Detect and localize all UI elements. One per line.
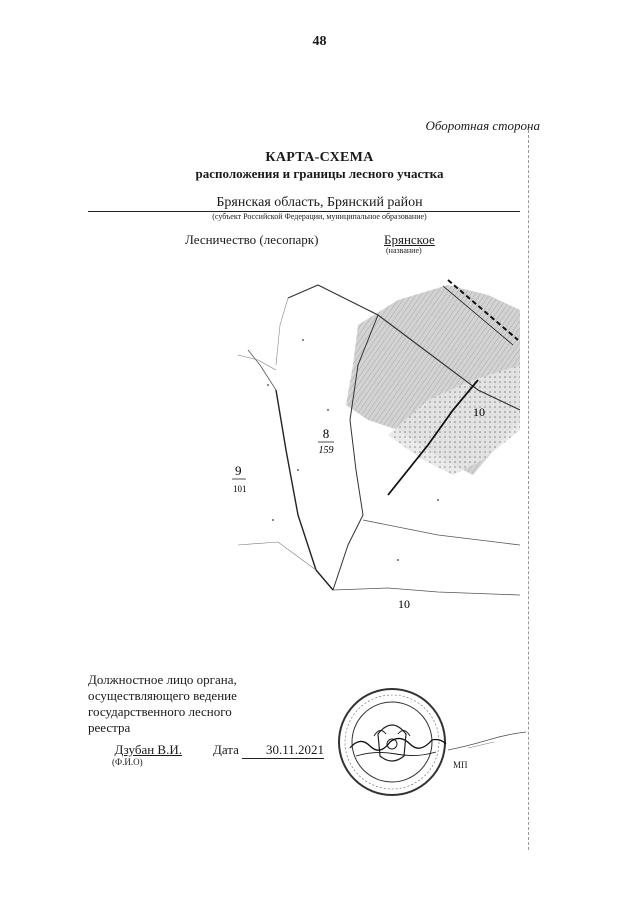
seal-place-label: МП (453, 760, 468, 770)
forestry-value: Брянское (384, 232, 435, 247)
region-caption: (субъект Российской Федерации, муниципальное образование) (212, 212, 427, 221)
plot-area: 159 (318, 445, 334, 456)
plot-number: 8 (322, 426, 330, 441)
forestry-label: Лесничество (лесопарк) (185, 232, 319, 247)
forest-plot-map (233, 270, 520, 615)
region-text: Брянская область, Брянский район (216, 195, 423, 210)
document-subtitle: расположения и границы лесного участка (195, 166, 444, 181)
plot-number: 10 (398, 597, 410, 611)
forestry-caption: (название) (386, 246, 422, 255)
official-position-text: Должностное лицо органа, осуществляющего ведение государственного лесного реестра (88, 672, 237, 735)
plot-number: 9 (235, 463, 242, 478)
date-label: Дата (213, 742, 239, 757)
official-name: Дзубан В.И. (114, 742, 182, 757)
date-value: 30.11.2021 (242, 742, 324, 759)
name-caption: (Ф.И.О) (112, 757, 143, 767)
document-title: КАРТА-СХЕМА (265, 150, 374, 165)
reverse-side-label: Оборотная сторона (425, 118, 540, 133)
official-seal-stamp (336, 686, 448, 798)
margin-line (528, 130, 529, 850)
plot-area: 101 (233, 484, 247, 494)
signature-stroke (448, 728, 528, 758)
page-number: 48 (312, 34, 327, 49)
plot-number: 10 (473, 405, 485, 419)
